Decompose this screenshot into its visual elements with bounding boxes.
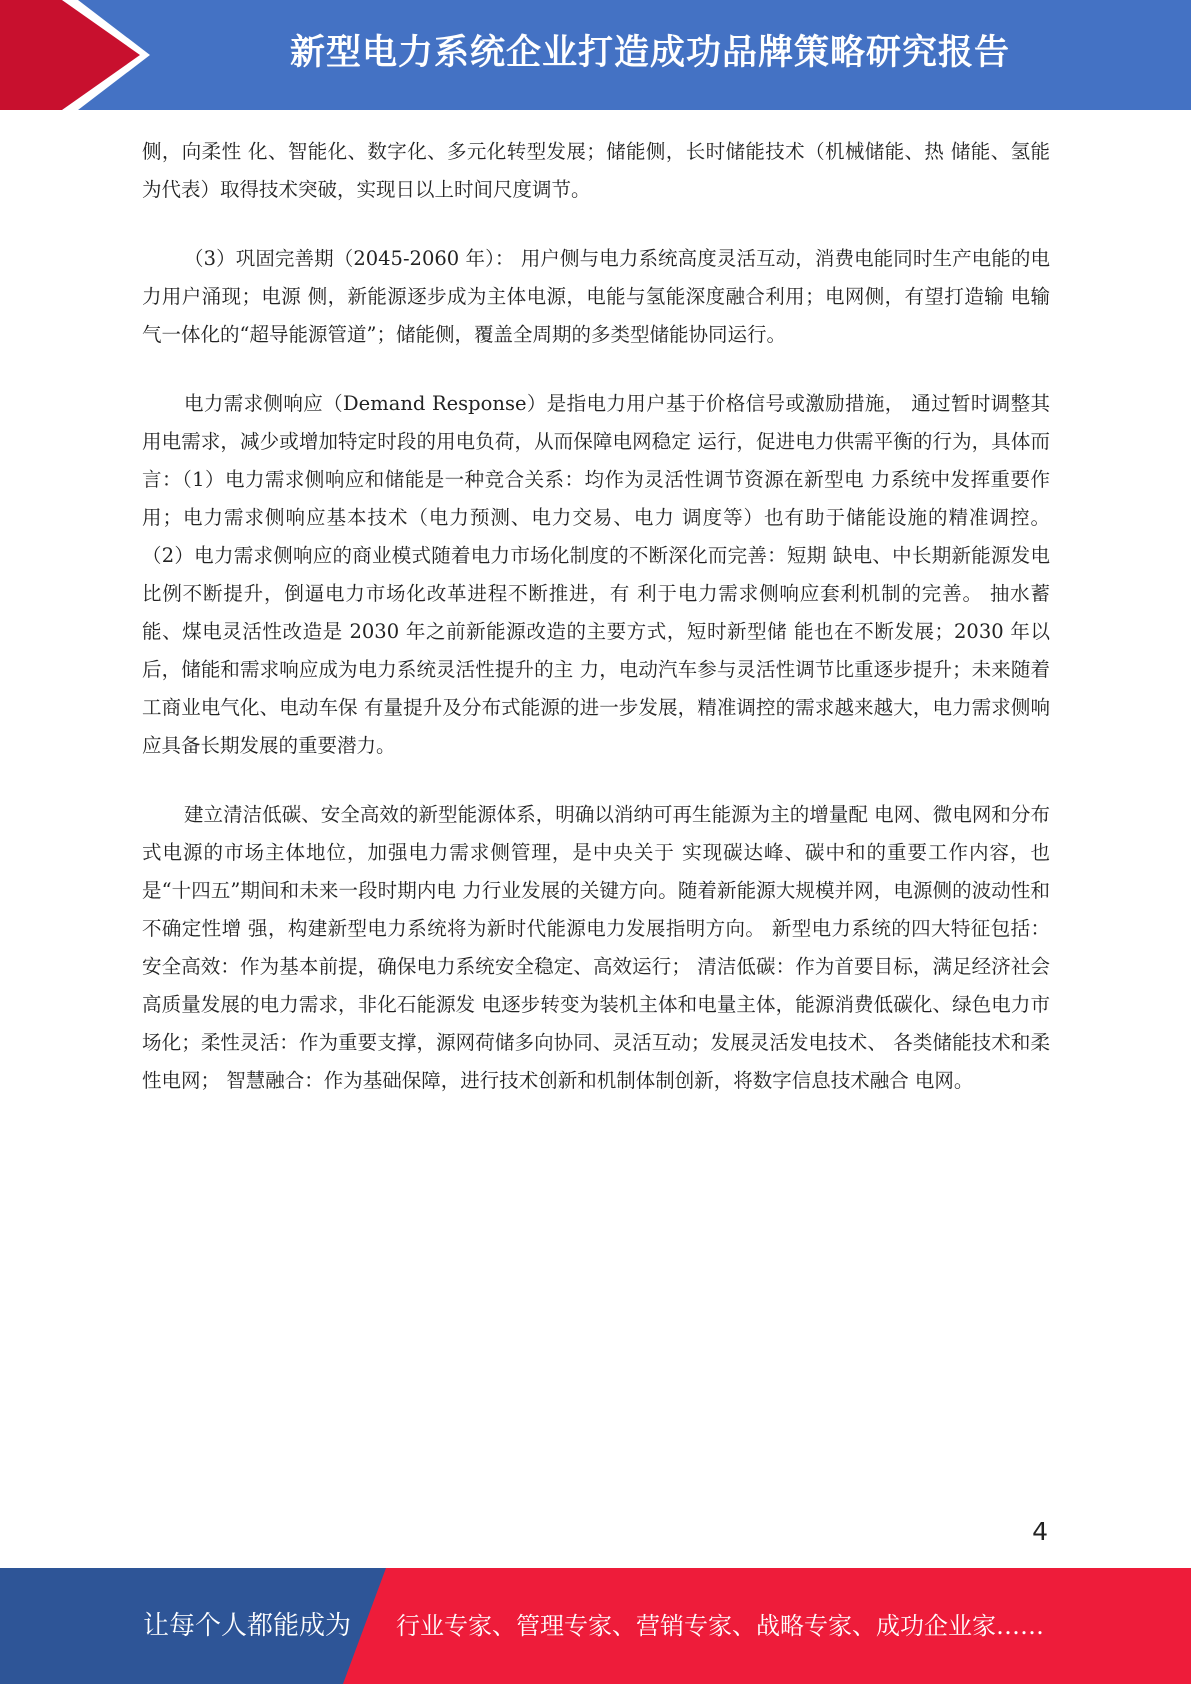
header-banner [0,0,1191,110]
page-number: 4 [1032,1517,1048,1546]
paragraph-2: （3）巩固完善期（2045-2060 年）： 用户侧与电力系统高度灵活互动，消费电能同时生产电能的电力用户涌现；电源 侧，新能源逐步成为主体电源，电能与氢能深度融合利用；电网侧，有望打造输 电输气一体化的“超导能源管道”；储能侧，覆盖全周期的多类型储能协同运行。 [142,247,1050,346]
paragraph-3: 电力需求侧响应（Demand Response）是指电力用户基于价格信号或激励措施， 通过暂时调整其用电需求，减少或增加特定时段的用电负荷，从而保障电网稳定 运行，促进电力供需平衡的行为，具体而言：（1）电力需求侧响应和储能是一种竞合关系：均作为灵活性调节资源在新型电 力系统中发挥重要作用；电力需求侧响应基本技术（电力预测、电力交易、电力 调度等）也有助于储能设施的精准调控。 （2）电力需求侧响应的商业模式随着电力市场化制度的不断深化而完善：短期 缺电、中长期新能源发电比例不断提升，倒逼电力市场化改革进程不断推进，有 利于电力需求侧响应套利机制的完善。 抽水蓄能、煤电灵活性改造是 2030 年之前新能源改造的主要方式，短时新型储 能也在不断发展；2030 年以后，储能和需求响应成为电力系统灵活性提升的主 力，电动汽车参与灵活性调节比重逐步提升；未来随着工商业电气化、电动车保 有量提升及分布式能源的进一步发展，精准调控的需求越来越大，电力需求侧响 应具备长期发展的重要潜力。 [142,392,1050,757]
footer-slogan-left: 让每个人都能成为 [143,1611,352,1641]
report-title: 新型电力系统企业打造成功品牌策略研究报告 [289,33,1010,73]
footer-slogan-right: 行业专家、管理专家、营销专家、战略专家、成功企业家…… [396,1612,1044,1640]
paragraph-1: 侧，向柔性 化、智能化、数字化、多元化转型发展；储能侧，长时储能技术（机械储能、热 储能、氢能为代表）取得技术突破，实现日以上时间尺度调节。 [142,140,1050,201]
document-body [142,133,1050,1131]
paragraph-4: 建立清洁低碳、安全高效的新型能源体系，明确以消纳可再生能源为主的增量配 电网、微电网和分布式电源的市场主体地位，加强电力需求侧管理，是中央关于 实现碳达峰、碳中和的重要工作内容，也是“十四五”期间和未来一段时期内电 力行业发展的关键方向。随着新能源大规模并网，电源侧的波动性和不确定性增 强，构建新型电力系统将为新时代能源电力发展指明方向。 新型电力系统的四大特征包括： 安全高效：作为基本前提，确保电力系统安全稳定、高效运行； 清洁低碳：作为首要目标，满足经济社会高质量发展的电力需求，非化石能源发 电逐步转变为装机主体和电量主体，能源消费低碳化、绿色电力市场化；柔性灵活：作为重要支撑，源网荷储多向协同、灵活互动；发展灵活发电技术、 各类储能技术和柔性电网； 智慧融合：作为基础保障，进行技术创新和机制体制创新，将数字信息技术融合 电网。 [142,803,1050,1092]
footer-banner [0,1568,1191,1684]
